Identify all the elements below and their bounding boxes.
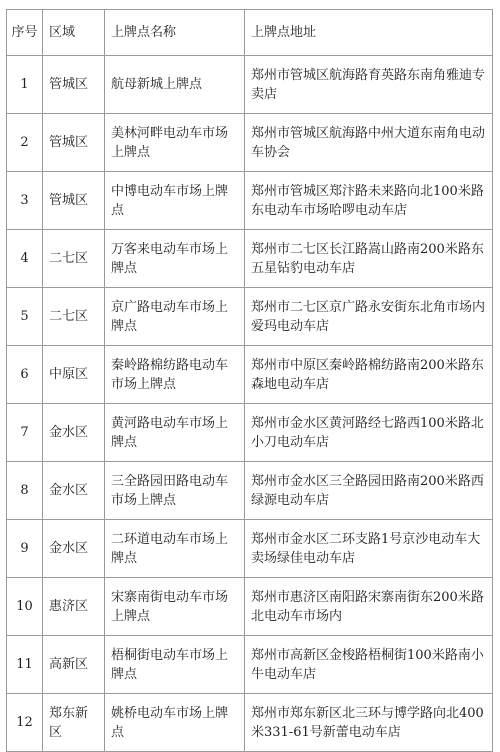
cell-address: 郑州市管城区郑汴路未来路向北100米路东电动车市场哈啰电动车店 [245, 172, 493, 230]
cell-district: 管城区 [43, 172, 105, 230]
cell-address: 郑州市二七区京广路永安街东北角市场内爱玛电动车店 [245, 288, 493, 346]
table-row [7, 288, 493, 346]
cell-address: 郑州市金水区二环支路1号京沙电动车大卖场绿佳电动车店 [245, 520, 493, 578]
cell-district: 管城区 [43, 114, 105, 172]
cell-no: 1 [7, 56, 43, 114]
cell-address: 郑州市管城区航海路育英路东南角雅迪专卖店 [245, 56, 493, 114]
table-row [7, 636, 493, 694]
cell-name: 美林河畔电动车市场上牌点 [105, 114, 245, 172]
table-row [7, 694, 493, 752]
header-address: 上牌点地址 [245, 10, 493, 56]
cell-no: 7 [7, 404, 43, 462]
cell-no: 3 [7, 172, 43, 230]
cell-no: 10 [7, 578, 43, 636]
cell-name: 万客来电动车市场上牌点 [105, 230, 245, 288]
cell-name: 二环道电动车市场上牌点 [105, 520, 245, 578]
cell-district: 二七区 [43, 288, 105, 346]
cell-address: 郑州市金水区黄河路经七路西100米路北小刀电动车店 [245, 404, 493, 462]
cell-no: 4 [7, 230, 43, 288]
header-name: 上牌点名称 [105, 10, 245, 56]
cell-no: 9 [7, 520, 43, 578]
registration-points-table [6, 9, 493, 752]
cell-address: 郑州市二七区长江路嵩山路南200米路东五星钻豹电动车店 [245, 230, 493, 288]
cell-district: 惠济区 [43, 578, 105, 636]
cell-district: 金水区 [43, 462, 105, 520]
cell-name: 三全路园田路电动车市场上牌点 [105, 462, 245, 520]
cell-district: 中原区 [43, 346, 105, 404]
cell-no: 12 [7, 694, 43, 752]
cell-name: 中博电动车市场上牌点 [105, 172, 245, 230]
cell-address: 郑州市管城区航海路中州大道东南角电动车协会 [245, 114, 493, 172]
cell-name: 航母新城上牌点 [105, 56, 245, 114]
table-row [7, 56, 493, 114]
cell-district: 郑东新区 [43, 694, 105, 752]
table-row [7, 520, 493, 578]
cell-no: 6 [7, 346, 43, 404]
cell-name: 宋寨南街电动车市场上牌点 [105, 578, 245, 636]
cell-name: 京广路电动车市场上牌点 [105, 288, 245, 346]
cell-name: 黄河路电动车市场上牌点 [105, 404, 245, 462]
cell-no: 2 [7, 114, 43, 172]
cell-no: 5 [7, 288, 43, 346]
table-row [7, 462, 493, 520]
table-row [7, 578, 493, 636]
cell-name: 秦岭路棉纺路电动车市场上牌点 [105, 346, 245, 404]
cell-no: 8 [7, 462, 43, 520]
table-row [7, 172, 493, 230]
table-body [7, 56, 493, 752]
table-row [7, 114, 493, 172]
table-header-row [7, 10, 493, 56]
header-district: 区域 [43, 10, 105, 56]
cell-name: 梧桐街电动车市场上牌点 [105, 636, 245, 694]
table-row [7, 230, 493, 288]
cell-district: 二七区 [43, 230, 105, 288]
cell-district: 金水区 [43, 520, 105, 578]
cell-name: 姚桥电动车市场上牌点 [105, 694, 245, 752]
cell-district: 高新区 [43, 636, 105, 694]
table-row [7, 404, 493, 462]
cell-address: 郑州市金水区三全路园田路南200米路西绿源电动车店 [245, 462, 493, 520]
cell-no: 11 [7, 636, 43, 694]
table-row [7, 346, 493, 404]
header-no: 序号 [7, 10, 43, 56]
cell-address: 郑州市惠济区南阳路宋寨南街东200米路北电动车市场内 [245, 578, 493, 636]
cell-address: 郑州市郑东新区北三环与博学路向北400米331-61号新蕾电动车店 [245, 694, 493, 752]
cell-address: 郑州市中原区秦岭路棉纺路南200米路东森地电动车店 [245, 346, 493, 404]
cell-address: 郑州市高新区金梭路梧桐街100米路南小牛电动车店 [245, 636, 493, 694]
cell-district: 管城区 [43, 56, 105, 114]
cell-district: 金水区 [43, 404, 105, 462]
